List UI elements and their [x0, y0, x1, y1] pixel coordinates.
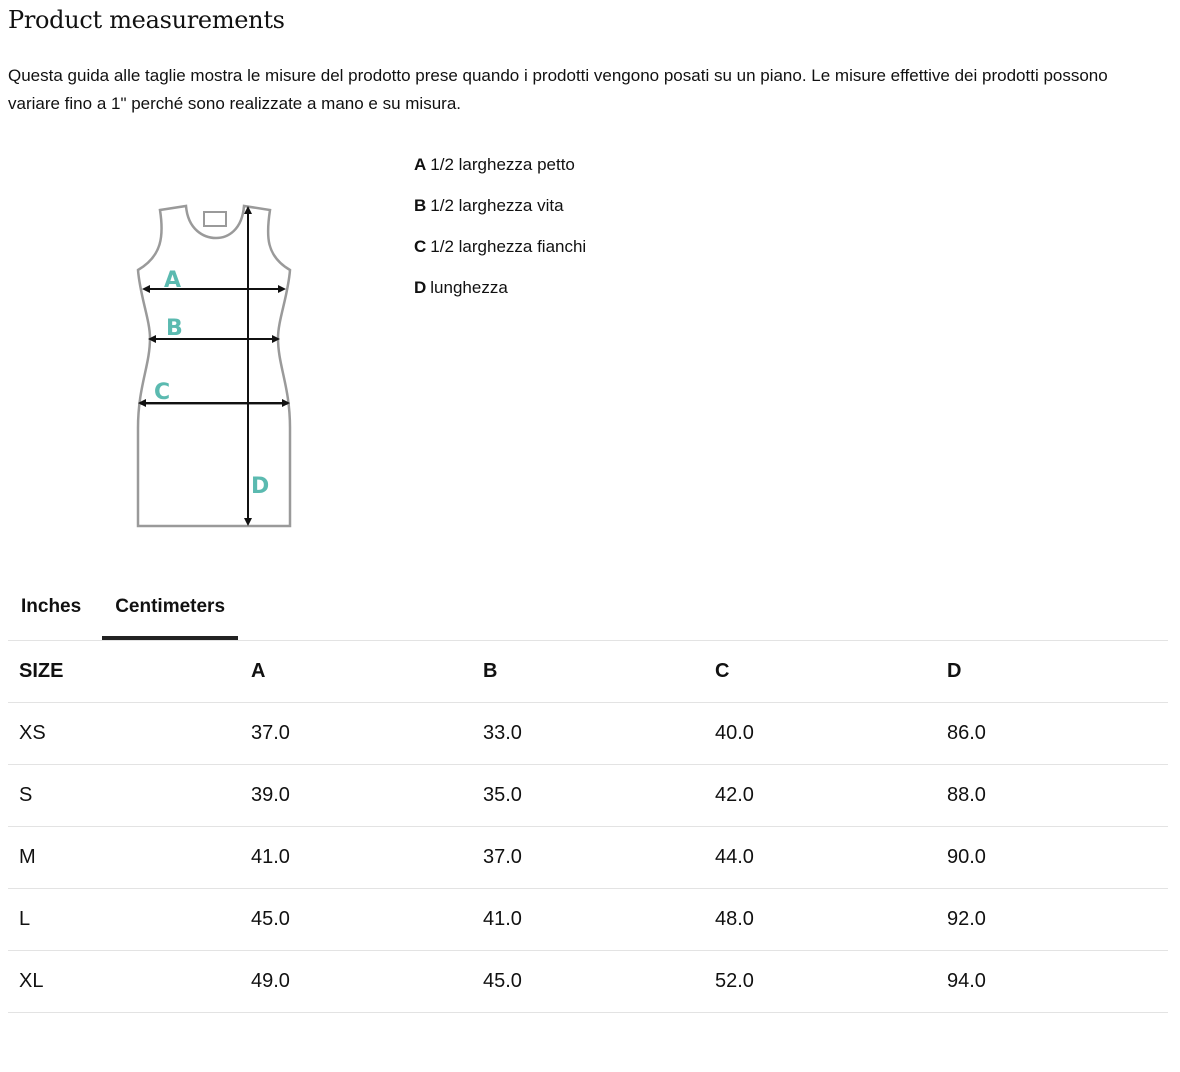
page-title: Product measurements — [8, 6, 285, 34]
column-header-c: C — [704, 641, 936, 703]
value-cell: 92.0 — [936, 889, 1168, 951]
column-header-size: SIZE — [8, 641, 240, 703]
size-cell: S — [8, 765, 240, 827]
value-cell: 39.0 — [240, 765, 472, 827]
legend-key: B — [414, 196, 427, 215]
column-header-d: D — [936, 641, 1168, 703]
diagram-label-c: C — [154, 380, 171, 405]
legend-item — [414, 275, 586, 316]
value-cell: 33.0 — [472, 703, 704, 765]
value-cell: 86.0 — [936, 703, 1168, 765]
value-cell: 41.0 — [472, 889, 704, 951]
value-cell: 37.0 — [472, 827, 704, 889]
legend-key: D — [414, 278, 427, 297]
neck-label — [204, 212, 226, 226]
tab-centimeters[interactable]: Centimeters — [102, 584, 238, 640]
value-cell: 45.0 — [472, 951, 704, 1013]
column-header-b: B — [472, 641, 704, 703]
value-cell: 40.0 — [704, 703, 936, 765]
size-cell: XS — [8, 703, 240, 765]
legend-item — [414, 193, 586, 234]
legend-text: 1/2 larghezza fianchi — [430, 237, 587, 256]
diagram-label-d: D — [251, 474, 270, 499]
size-guide-description: Questa guida alle taglie mostra le misure del prodotto prese quando i prodotti vengono posati su un piano. Le misure effettive dei prodotti possono variare fino a 1" perché sono realizzate a mano e su misura. — [8, 66, 1108, 113]
value-cell: 52.0 — [704, 951, 936, 1013]
value-cell: 44.0 — [704, 827, 936, 889]
size-cell: L — [8, 889, 240, 951]
value-cell: 45.0 — [240, 889, 472, 951]
value-cell: 94.0 — [936, 951, 1168, 1013]
size-cell: M — [8, 827, 240, 889]
table-row — [8, 827, 1168, 889]
legend-text: lunghezza — [430, 278, 508, 297]
value-cell: 48.0 — [704, 889, 936, 951]
legend-text: 1/2 larghezza vita — [430, 196, 564, 215]
table-row — [8, 703, 1168, 765]
diagram-label-a: A — [164, 268, 182, 293]
legend-key: C — [414, 237, 427, 256]
legend-text: 1/2 larghezza petto — [430, 155, 575, 174]
measurement-legend — [414, 152, 586, 316]
legend-item — [414, 234, 586, 275]
table-header-row — [8, 641, 1168, 703]
size-table — [8, 640, 1168, 1013]
dress-measurement-diagram — [120, 196, 310, 536]
tab-inches[interactable]: Inches — [21, 596, 82, 617]
table-row — [8, 765, 1168, 827]
unit-tabs — [8, 584, 238, 640]
diagram-label-b: B — [166, 316, 183, 341]
value-cell: 35.0 — [472, 765, 704, 827]
value-cell: 37.0 — [240, 703, 472, 765]
value-cell: 42.0 — [704, 765, 936, 827]
value-cell: 88.0 — [936, 765, 1168, 827]
table-row — [8, 889, 1168, 951]
legend-key: A — [414, 155, 427, 174]
value-cell: 41.0 — [240, 827, 472, 889]
value-cell: 49.0 — [240, 951, 472, 1013]
value-cell: 90.0 — [936, 827, 1168, 889]
column-header-a: A — [240, 641, 472, 703]
size-cell: XL — [8, 951, 240, 1013]
table-row — [8, 951, 1168, 1013]
legend-item — [414, 152, 586, 193]
